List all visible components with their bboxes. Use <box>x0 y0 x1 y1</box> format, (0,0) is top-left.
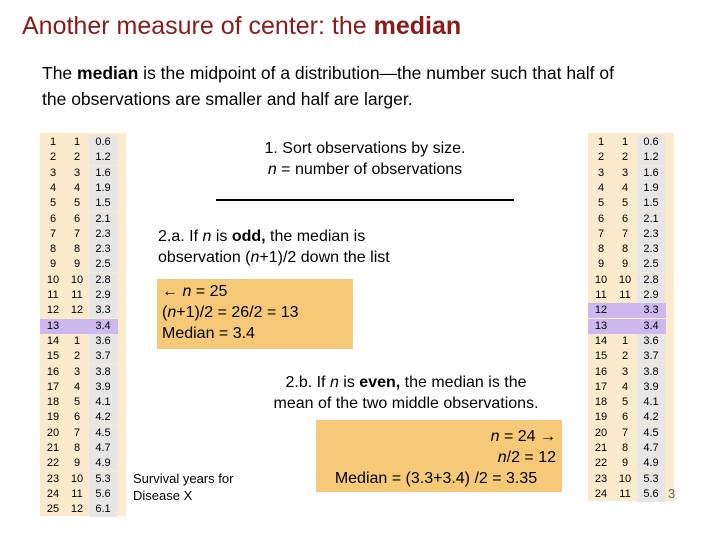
row-value-cell: 1.2 <box>89 150 117 165</box>
table-row <box>40 502 118 517</box>
row-rank-cell: 10 <box>618 472 632 485</box>
table-row <box>588 212 666 227</box>
table-row <box>588 303 666 318</box>
table-row <box>40 135 118 150</box>
table-row <box>40 166 118 181</box>
table-row <box>40 426 118 441</box>
row-index-cell: 16 <box>594 365 608 378</box>
row-value-cell: 4.1 <box>637 395 665 410</box>
table-row <box>588 334 666 349</box>
table-row <box>40 196 118 211</box>
table-row <box>588 166 666 181</box>
row-value-cell: 2.5 <box>637 257 665 272</box>
row-index-cell: 9 <box>597 258 605 271</box>
row-value-cell: 5.3 <box>89 472 117 487</box>
row-rank-cell: 10 <box>618 273 632 286</box>
row-index-cell: 9 <box>49 258 57 271</box>
table-row <box>40 181 118 196</box>
row-index-cell: 8 <box>597 243 605 256</box>
row-rank-cell <box>66 319 88 334</box>
row-rank-cell: 3 <box>73 166 81 179</box>
row-rank-cell: 6 <box>621 212 629 225</box>
row-rank-cell: 6 <box>73 411 81 424</box>
row-index-cell: 21 <box>46 442 60 454</box>
row-index-cell: 1 <box>49 136 57 148</box>
row-value-cell: 2.3 <box>89 242 117 257</box>
row-rank-cell: 5 <box>73 197 81 210</box>
row-index-cell: 20 <box>594 426 608 439</box>
row-rank-cell: 6 <box>621 411 629 424</box>
table-row <box>40 242 118 257</box>
table-row <box>40 273 118 288</box>
row-value-cell: 2.8 <box>637 273 665 288</box>
odd-example-box: ← n = 25 (n+1)/2 = 26/2 = 13 Median = 3.4 <box>157 279 353 349</box>
title-bold-median: median <box>373 12 462 40</box>
row-value-cell: 4.2 <box>89 410 117 425</box>
table-row <box>588 257 666 272</box>
row-rank-cell: 2 <box>73 151 81 164</box>
row-rank-cell: 5 <box>621 396 629 409</box>
table-row <box>588 273 666 288</box>
table-row <box>588 487 666 502</box>
row-value-cell: 1.9 <box>89 181 117 196</box>
row-rank-cell <box>614 319 636 334</box>
table-row <box>588 150 666 165</box>
row-value-cell: 3.3 <box>637 303 665 318</box>
table-row <box>40 472 118 487</box>
row-index-cell: 4 <box>49 181 57 194</box>
table-row <box>588 365 666 380</box>
row-value-cell: 3.4 <box>637 319 665 334</box>
row-index-cell: 17 <box>46 380 60 393</box>
row-value-cell: 4.9 <box>637 456 665 471</box>
row-rank-cell: 2 <box>621 151 629 164</box>
divider-line <box>216 199 514 201</box>
row-rank-cell: 1 <box>73 334 81 347</box>
row-value-cell: 4.5 <box>637 426 665 441</box>
row-value-cell: 3.3 <box>89 303 117 318</box>
table-row <box>588 227 666 242</box>
row-value-cell: 4.2 <box>637 410 665 425</box>
table-row <box>588 319 666 334</box>
intro-bold-median: median <box>77 63 139 83</box>
row-rank-cell: 8 <box>621 442 629 454</box>
row-index-cell: 14 <box>594 334 608 347</box>
row-value-cell: 3.8 <box>89 365 117 380</box>
row-value-cell: 4.7 <box>89 441 117 456</box>
row-value-cell: 4.5 <box>89 426 117 441</box>
row-index-cell: 3 <box>49 166 57 179</box>
row-value-cell: 3.7 <box>89 349 117 364</box>
row-rank-cell: 4 <box>73 380 81 393</box>
row-value-cell: 3.6 <box>89 334 117 349</box>
row-rank-cell: 9 <box>73 457 81 470</box>
row-rank-cell: 4 <box>621 380 629 393</box>
row-rank-cell: 11 <box>71 487 83 500</box>
row-value-cell: 3.7 <box>637 349 665 364</box>
row-rank-cell: 7 <box>73 426 81 439</box>
row-value-cell: 3.8 <box>637 365 665 380</box>
row-value-cell: 2.3 <box>637 242 665 257</box>
row-value-cell: 1.9 <box>637 181 665 196</box>
table-caption: Survival years for Disease X <box>133 471 234 503</box>
row-index-cell: 7 <box>597 227 605 240</box>
step2b-text: 2.b. If n is even, the median is the mean of the two middle observations. <box>273 374 539 412</box>
row-value-cell: 1.5 <box>89 196 117 211</box>
row-index-cell: 13 <box>46 319 60 332</box>
row-value-cell: 1.6 <box>637 166 665 181</box>
row-rank-cell: 4 <box>621 181 629 194</box>
row-value-cell: 3.6 <box>637 334 665 349</box>
row-index-cell: 2 <box>49 151 57 164</box>
table-row <box>588 410 666 425</box>
arrow-right-icon: → <box>540 428 556 445</box>
row-value-cell: 1.6 <box>89 166 117 181</box>
row-rank-cell: 9 <box>73 258 81 271</box>
row-index-cell: 23 <box>594 472 608 485</box>
row-index-cell: 17 <box>594 380 608 393</box>
table-row <box>588 242 666 257</box>
table-row <box>588 456 666 471</box>
row-rank-cell: 3 <box>73 365 81 378</box>
row-value-cell: 3.9 <box>89 380 117 395</box>
row-value-cell: 5.6 <box>637 487 665 502</box>
right-data-table <box>588 133 674 501</box>
row-rank-cell: 8 <box>73 442 81 454</box>
row-rank-cell <box>614 303 636 318</box>
row-index-cell: 1 <box>597 136 605 148</box>
slide-title: Another measure of center: the median <box>22 12 462 40</box>
row-rank-cell: 1 <box>621 334 629 347</box>
row-value-cell: 2.5 <box>89 257 117 272</box>
row-rank-cell: 10 <box>70 472 84 485</box>
row-rank-cell: 8 <box>621 243 629 256</box>
row-index-cell: 22 <box>46 457 60 470</box>
row-index-cell: 12 <box>46 304 60 317</box>
row-index-cell: 11 <box>47 289 59 301</box>
row-index-cell: 5 <box>49 197 57 210</box>
table-row <box>40 212 118 227</box>
row-rank-cell: 9 <box>621 258 629 271</box>
row-value-cell: 0.6 <box>89 135 117 150</box>
row-index-cell: 16 <box>46 365 60 378</box>
row-rank-cell: 7 <box>621 227 629 240</box>
slide-number: 3 <box>668 486 676 501</box>
table-row <box>588 288 666 303</box>
table-row <box>40 257 118 272</box>
row-rank-cell: 2 <box>73 350 81 363</box>
row-index-cell: 23 <box>46 472 60 485</box>
row-value-cell: 4.7 <box>637 441 665 456</box>
row-index-cell: 25 <box>46 503 60 516</box>
row-value-cell: 2.9 <box>637 288 665 303</box>
row-index-cell: 7 <box>49 227 57 240</box>
row-index-cell: 6 <box>597 212 605 225</box>
table-row <box>40 319 118 334</box>
row-rank-cell: 12 <box>70 304 84 317</box>
table-row <box>40 349 118 364</box>
row-value-cell: 1.5 <box>637 196 665 211</box>
even-example-box: n = 24 → n/2 = 12 Median = (3.3+3.4) /2 = 3.35 <box>316 420 562 492</box>
row-value-cell: 6.1 <box>89 502 117 517</box>
table-row <box>40 334 118 349</box>
row-rank-cell: 1 <box>621 136 629 148</box>
row-index-cell: 2 <box>597 151 605 164</box>
row-rank-cell: 6 <box>73 212 81 225</box>
row-rank-cell: 7 <box>621 426 629 439</box>
step2a-text: 2.a. If n is odd, the median is observation (n+1)/2 down the list <box>158 228 390 266</box>
row-index-cell: 8 <box>49 243 57 256</box>
row-rank-cell: 3 <box>621 365 629 378</box>
table-row <box>40 456 118 471</box>
row-index-cell: 12 <box>594 304 608 317</box>
table-row <box>40 380 118 395</box>
table-row <box>588 426 666 441</box>
table-row <box>588 441 666 456</box>
row-value-cell: 4.1 <box>89 395 117 410</box>
row-rank-cell: 8 <box>73 243 81 256</box>
row-value-cell: 3.4 <box>89 319 117 334</box>
row-rank-cell: 1 <box>73 136 81 148</box>
table-row <box>40 487 118 502</box>
row-index-cell: 19 <box>594 411 608 424</box>
row-index-cell: 18 <box>594 396 608 409</box>
row-index-cell: 13 <box>594 319 608 332</box>
table-row <box>40 150 118 165</box>
row-index-cell: 18 <box>46 396 60 409</box>
row-index-cell: 24 <box>594 487 608 500</box>
table-row <box>40 288 118 303</box>
step1-text: 1. Sort observations by size. n = number of observations <box>264 140 466 178</box>
table-row <box>588 380 666 395</box>
row-index-cell: 21 <box>594 442 608 454</box>
row-index-cell: 24 <box>46 487 60 500</box>
row-rank-cell: 11 <box>619 487 631 500</box>
row-rank-cell: 5 <box>621 197 629 210</box>
row-index-cell: 5 <box>597 197 605 210</box>
row-index-cell: 15 <box>594 350 608 363</box>
table-row <box>588 181 666 196</box>
arrow-left-icon: ← <box>162 283 178 300</box>
table-row <box>40 410 118 425</box>
row-value-cell: 0.6 <box>637 135 665 150</box>
table-row <box>588 349 666 364</box>
table-row <box>588 395 666 410</box>
row-rank-cell: 3 <box>621 166 629 179</box>
row-value-cell: 1.2 <box>637 150 665 165</box>
row-rank-cell: 5 <box>73 396 81 409</box>
row-value-cell: 2.9 <box>89 288 117 303</box>
table-row <box>40 395 118 410</box>
row-rank-cell: 9 <box>621 457 629 470</box>
row-value-cell: 5.3 <box>637 472 665 487</box>
row-value-cell: 2.3 <box>89 227 117 242</box>
row-index-cell: 19 <box>46 411 60 424</box>
table-row <box>588 472 666 487</box>
table-row <box>588 135 666 150</box>
row-rank-cell: 10 <box>70 273 84 286</box>
row-index-cell: 10 <box>594 273 608 286</box>
table-row <box>40 365 118 380</box>
table-row <box>588 196 666 211</box>
row-index-cell: 6 <box>49 212 57 225</box>
intro-paragraph: The median is the midpoint of a distribution—the number such that half of the observations are smaller and half are larger. <box>42 63 614 109</box>
row-rank-cell: 11 <box>619 289 631 301</box>
row-value-cell: 2.1 <box>89 212 117 227</box>
table-row <box>40 441 118 456</box>
row-index-cell: 14 <box>46 334 60 347</box>
row-value-cell: 5.6 <box>89 487 117 502</box>
row-index-cell: 20 <box>46 426 60 439</box>
row-index-cell: 22 <box>594 457 608 470</box>
row-value-cell: 3.9 <box>637 380 665 395</box>
table-row <box>40 227 118 242</box>
row-index-cell: 3 <box>597 166 605 179</box>
row-index-cell: 11 <box>595 289 607 301</box>
row-index-cell: 10 <box>46 273 60 286</box>
row-rank-cell: 4 <box>73 181 81 194</box>
table-row <box>40 303 118 318</box>
left-data-table <box>40 133 126 516</box>
row-value-cell: 2.8 <box>89 273 117 288</box>
row-value-cell: 4.9 <box>89 456 117 471</box>
row-rank-cell: 2 <box>621 350 629 363</box>
row-value-cell: 2.3 <box>637 227 665 242</box>
row-index-cell: 4 <box>597 181 605 194</box>
row-rank-cell: 7 <box>73 227 81 240</box>
row-rank-cell: 11 <box>71 289 83 301</box>
row-index-cell: 15 <box>46 350 60 363</box>
row-rank-cell: 12 <box>70 503 84 516</box>
row-value-cell: 2.1 <box>637 212 665 227</box>
